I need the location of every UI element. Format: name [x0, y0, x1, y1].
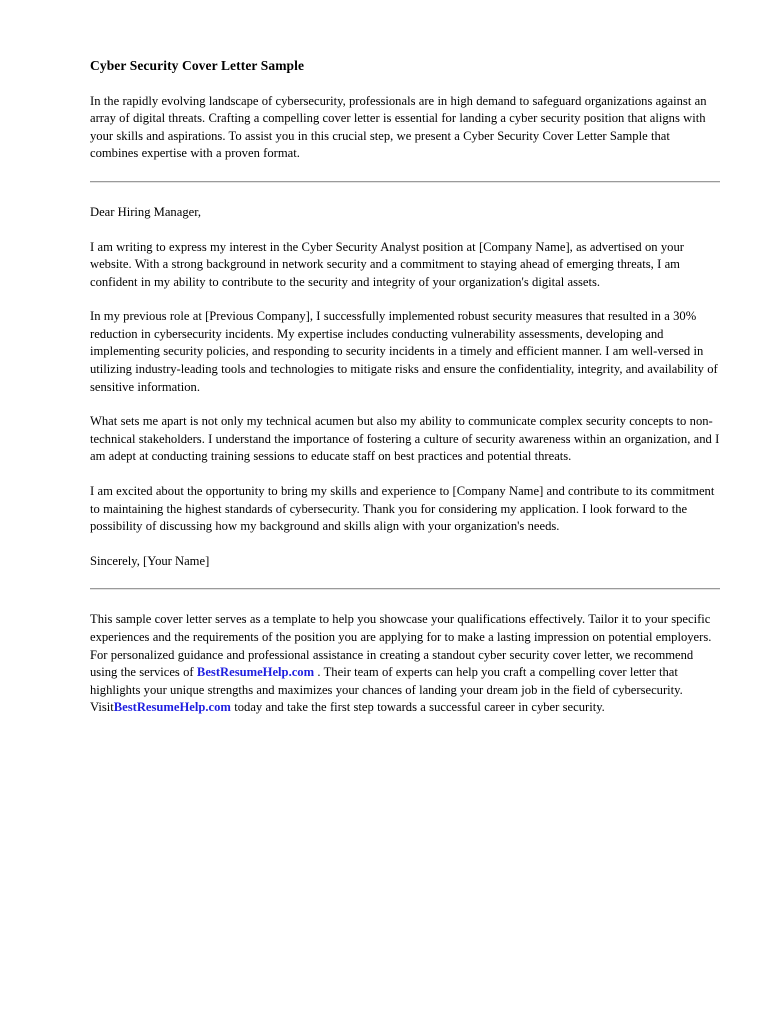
- letter-salutation: Dear Hiring Manager,: [90, 204, 202, 219]
- closing-note-text-1: This sample cover letter serves as a template to help you showcase your qualifications effectively. Tailor it to your specific experiences and the requirements of the position you are applying for to make a lasting impression on potential employers. For personalized guidance and professional assistance in creating a standout cyber security cover letter, we recommend using the services of: [90, 612, 712, 680]
- intro-paragraph: In the rapidly evolving landscape of cybersecurity, professionals are in high demand to safeguard organizations against an array of digital threats. Crafting a compelling cover letter is essential for landing a cyber security position that aligns with your skills and aspirations. To assist you in this crucial step, we present a Cyber Security Cover Letter Sample that combines expertise with a proven format.: [90, 93, 707, 161]
- section-divider-bottom: [90, 588, 720, 590]
- letter-paragraph-1: I am writing to express my interest in the Cyber Security Analyst position at [Company Name], as advertised on your website. With a strong background in network security and a commitment to staying ahead of emerging threats, I am confident in my ability to contribute to the security and integrity of your organization's digital assets.: [90, 239, 684, 289]
- document-body: [90, 57, 720, 717]
- bestresumehelp-link-1[interactable]: BestResumeHelp.com: [196, 665, 315, 680]
- letter-signoff: Sincerely, [Your Name]: [90, 553, 210, 568]
- letter-paragraph-3: What sets me apart is not only my technical acumen but also my ability to communicate complex security concepts to non-technical stakeholders. I understand the importance of fostering a culture of security awareness within an organization, and I am adept at conducting training sessions to educate staff on best practices and potential threats.: [90, 414, 720, 464]
- page-title: Cyber Security Cover Letter Sample: [90, 58, 305, 73]
- bestresumehelp-link-2[interactable]: BestResumeHelp.com: [113, 700, 231, 715]
- letter-paragraph-2: In my previous role at [Previous Company], I successfully implemented robust security measures that resulted in a 30% reduction in cybersecurity incidents. My expertise includes conducting vulnerability assessments, developing and implementing security policies, and responding to security incidents in a timely and efficient manner. I am well-versed in utilizing industry-leading tools and technologies to mitigate risks and ensure the confidentiality, integrity, and availability of sensitive information.: [90, 309, 718, 394]
- closing-note-text-3: today and take the first step towards a successful career in cyber security.: [230, 700, 605, 715]
- letter-paragraph-4: I am excited about the opportunity to bring my skills and experience to [Company Name] and contribute to its commitment to maintaining the highest standards of cybersecurity. Thank you for considering my application. I look forward to the possibility of discussing how my background and skills align with your organization's needs.: [90, 484, 715, 534]
- closing-note-text-2: . Their team of experts can help you craft a compelling cover letter that highlights your unique strengths and maximizes your chances of landing your dream job in the field of cybersecurity. Visit: [90, 665, 683, 715]
- closing-note: [90, 611, 720, 717]
- section-divider-top: [90, 181, 720, 183]
- cover-letter-section: [90, 204, 720, 571]
